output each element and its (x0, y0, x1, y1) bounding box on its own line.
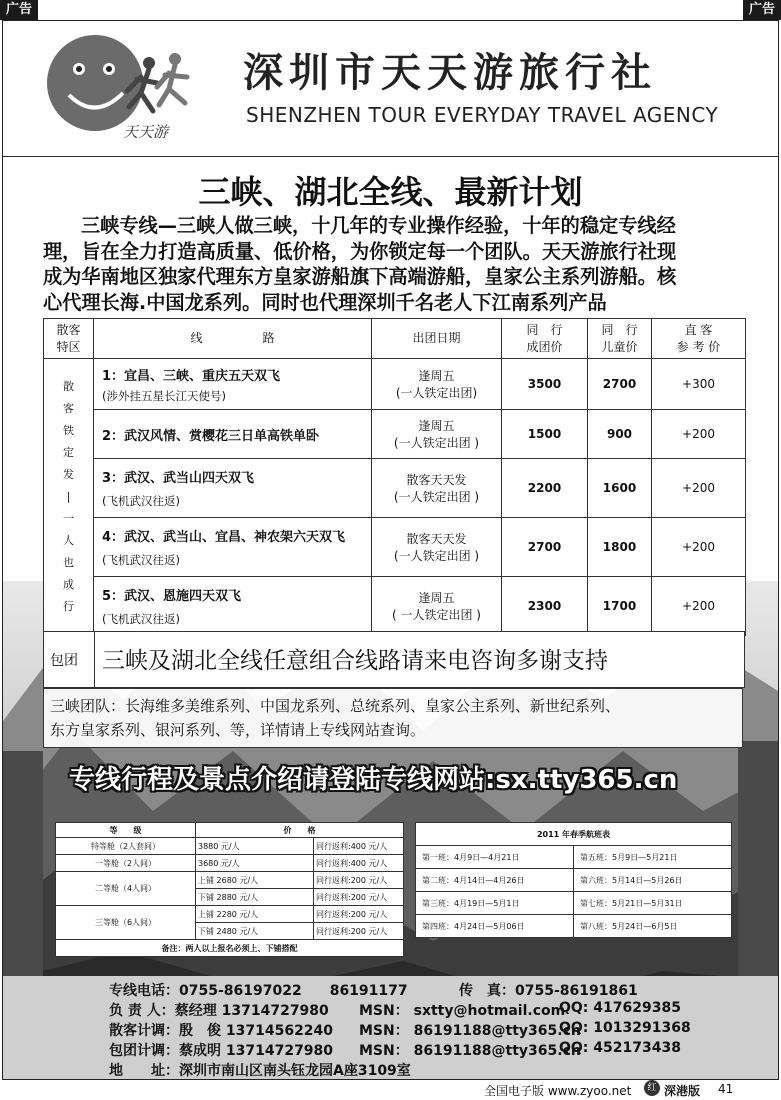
direct-price: +200 (652, 410, 746, 459)
direct-price: +200 (652, 518, 746, 577)
cabin-price-table (55, 822, 404, 957)
table-row (44, 410, 746, 459)
fax-line: 传 真：0755-86191861 (459, 983, 638, 999)
page-number: 41 (718, 1082, 734, 1096)
route-name: 2：武汉风情、赏樱花三日单高铁单卧 (94, 410, 372, 459)
agency-name-en: SHENZHEN TOUR EVERYDAY TRAVEL AGENCY (246, 103, 719, 127)
departure-date: 散客天天发 (一人铁定出团 ) (372, 518, 502, 577)
table-row (416, 846, 732, 869)
departure-date: 逢周五 ( 一人铁定出团 ) (372, 577, 502, 636)
header-child-price: 同 行 儿童价 (588, 319, 652, 359)
side-label: 散 客 铁 定 发 | 一 人 也 成 行 (44, 359, 94, 636)
table-row (56, 838, 404, 855)
route-name: 3：武汉、武当山四天双飞 (飞机武汉往返) (94, 459, 372, 518)
route-name: 1：宜昌、三峡、重庆五天双飞 (涉外挂五星长江天使号) (94, 359, 372, 410)
intro-line: 心代理长海.中国龙系列。同时也代理深圳千名老人下江南系列产品 (43, 290, 607, 314)
table-row (416, 915, 732, 938)
table-row (416, 892, 732, 915)
schedule-cell: 第四班：4月24日—5月06日 (416, 915, 574, 938)
departure-date: 散客天天发 (一人铁定出团 ) (372, 459, 502, 518)
table-header-row (416, 823, 732, 846)
contact-person-line: 散客计调：殷 俊 13714562240 MSN： 86191188@tty365.cn QQ: 1013291368 (109, 1020, 691, 1039)
child-price: 1600 (588, 459, 652, 518)
intro-line: 理，旨在全力打造高质量、低价格，为你锁定每一个团队。天天游旅行社现 (43, 239, 677, 263)
cabin-grade: 一等舱（2人间） (56, 855, 196, 872)
adult-price: 1500 (502, 410, 588, 459)
advert-page (2, 20, 779, 1080)
table-row (56, 872, 404, 889)
cabin-rebate: 同行返利:400 元/人 (314, 855, 404, 872)
agency-name-cn: 深圳市天天游旅行社 (243, 50, 657, 96)
region-text: 深港版 (664, 1084, 701, 1098)
schedule-cell: 第八班：5月24日—6月5日 (574, 915, 732, 938)
child-price: 1800 (588, 518, 652, 577)
table-header-row (44, 319, 746, 359)
adult-price: 2300 (502, 577, 588, 636)
route-name: 5：武汉、恩施四天双飞 (飞机武汉往返) (94, 577, 372, 636)
route-name: 4：武汉、武当山、宜昌、神农架六天双飞 (飞机武汉往返) (94, 518, 372, 577)
table-row (56, 906, 404, 923)
cabin-price: 3680 元/人 (196, 855, 314, 872)
header-adult-price: 同 行 成团价 (502, 319, 588, 359)
cabin-rebate: 同行返利:200 元/人 (314, 906, 404, 923)
cabin-note: 备注：两人以上报名必须上、下铺搭配 (56, 940, 404, 957)
group-series-box (43, 688, 743, 748)
package-tour-row (43, 631, 745, 688)
direct-price: +200 (652, 459, 746, 518)
table-row (44, 359, 746, 410)
child-price: 900 (588, 410, 652, 459)
schedule-cell: 第七班：5月21日—5月31日 (574, 892, 732, 915)
cabin-price: 下铺 2880 元/人 (196, 889, 314, 906)
page-footer (0, 1078, 781, 1100)
cabin-price: 上铺 2680 元/人 (196, 872, 314, 889)
table-row (416, 869, 732, 892)
ad-label-left: 广告 (0, 0, 38, 20)
table-row (56, 940, 404, 957)
header-grade: 等 级 (56, 823, 196, 838)
package-label: 包团 (50, 653, 78, 669)
intro-line: 三峡专线—三峡人做三峡，十几年的专业操作经验，十年的稳定专线经 (81, 214, 676, 237)
table-row (44, 518, 746, 577)
ad-label-right: 广告 (743, 0, 781, 20)
cabin-grade: 三等舱（6人间） (56, 906, 196, 940)
intro-paragraph (43, 213, 743, 315)
contact-panel (3, 976, 778, 1079)
header-direct-price: 直 客 参 考 价 (652, 319, 746, 359)
schedule-cell: 第六班：5月14日—5月26日 (574, 869, 732, 892)
contact-person-line: 负 责 人：蔡经理 13714727980 MSN： sxtty@hotmail.com QQ: 417629385 (109, 1000, 681, 1019)
edition-badge-icon: 红 (644, 1080, 660, 1096)
intro-line: 成为华南地区独家代理东方皇家游船旗下高端游船，皇家公主系列游船。核 (43, 265, 677, 288)
cabin-price: 下铺 2480 元/人 (196, 923, 314, 940)
schedule-cell: 第一班：4月9日—4月21日 (416, 846, 574, 869)
table-row (56, 855, 404, 872)
schedule-cell: 第二班：4月14日—4月26日 (416, 869, 574, 892)
child-price: 2700 (588, 359, 652, 410)
departure-date: 逢周五 (一人铁定出团) (372, 359, 502, 410)
logo-text: 天天游 (123, 123, 169, 141)
cabin-rebate: 同行返利:200 元/人 (314, 889, 404, 906)
schedule-cell: 第三班：4月19日—5月1日 (416, 892, 574, 915)
group-series-line: 三峡团队：长海维多美维系列、中国龙系列、总统系列、皇家公主系列、新世纪系列、 (50, 697, 621, 715)
address-line: 地 址：深圳市南山区南头钰龙园A座3109室 (109, 1063, 411, 1079)
cabin-grade: 二等舱（4人间） (56, 872, 196, 906)
hotline-line: 专线电话：0755-86197022 86191177 传 真：0755-86191861 (109, 980, 408, 1000)
adult-price: 2200 (502, 459, 588, 518)
route-price-table (43, 318, 746, 636)
cabin-grade: 特等舱（2人套间） (56, 838, 196, 855)
hotline-number: 0755-86197022 86191177 (179, 983, 408, 999)
header-date: 出团日期 (372, 319, 502, 359)
table-header-row (56, 823, 404, 838)
child-price: 1700 (588, 577, 652, 636)
cabin-rebate: 同行返利:200 元/人 (314, 923, 404, 940)
schedule-title: 2011 年春季航班表 (416, 823, 732, 846)
cabin-rebate: 同行返利:400 元/人 (314, 838, 404, 855)
adult-price: 2700 (502, 518, 588, 577)
schedule-cell: 第五班：5月9日—5月21日 (574, 846, 732, 869)
smiley-runner-logo-icon (37, 33, 207, 143)
table-row (44, 577, 746, 636)
header (3, 21, 778, 157)
header-price: 价 格 (196, 823, 404, 838)
group-series-line: 东方皇家系列、银河系列、等，详情请上专线网站查询。 (50, 721, 426, 739)
sailing-schedule-table (415, 822, 732, 938)
direct-price: +300 (652, 359, 746, 410)
contact-person-line: 包团计调：蔡成明 13714727980 MSN： 86191188@tty365.cn QQ: 452173438 (109, 1040, 681, 1059)
departure-date: 逢周五 (一人铁定出团 ) (372, 410, 502, 459)
address-text: 深圳市南山区南头钰龙园A座3109室 (179, 1063, 411, 1079)
website-banner: 专线行程及景点介绍请登陆专线网站:sx.tty365.cn (69, 765, 678, 795)
adult-price: 3500 (502, 359, 588, 410)
edition-text: 全国电子版 www.zyoo.net (484, 1084, 632, 1098)
cabin-price: 上铺 2280 元/人 (196, 906, 314, 923)
cabin-price: 3880 元/人 (196, 838, 314, 855)
table-row (44, 459, 746, 518)
direct-price: +200 (652, 577, 746, 636)
package-text: 三峡及湖北全线任意组合线路请来电咨询多谢支持 (102, 648, 608, 674)
cabin-rebate: 同行返利:200 元/人 (314, 872, 404, 889)
headline: 三峡、湖北全线、最新计划 (198, 173, 583, 211)
header-special: 散客 特区 (44, 319, 94, 359)
header-route: 线 路 (94, 319, 372, 359)
